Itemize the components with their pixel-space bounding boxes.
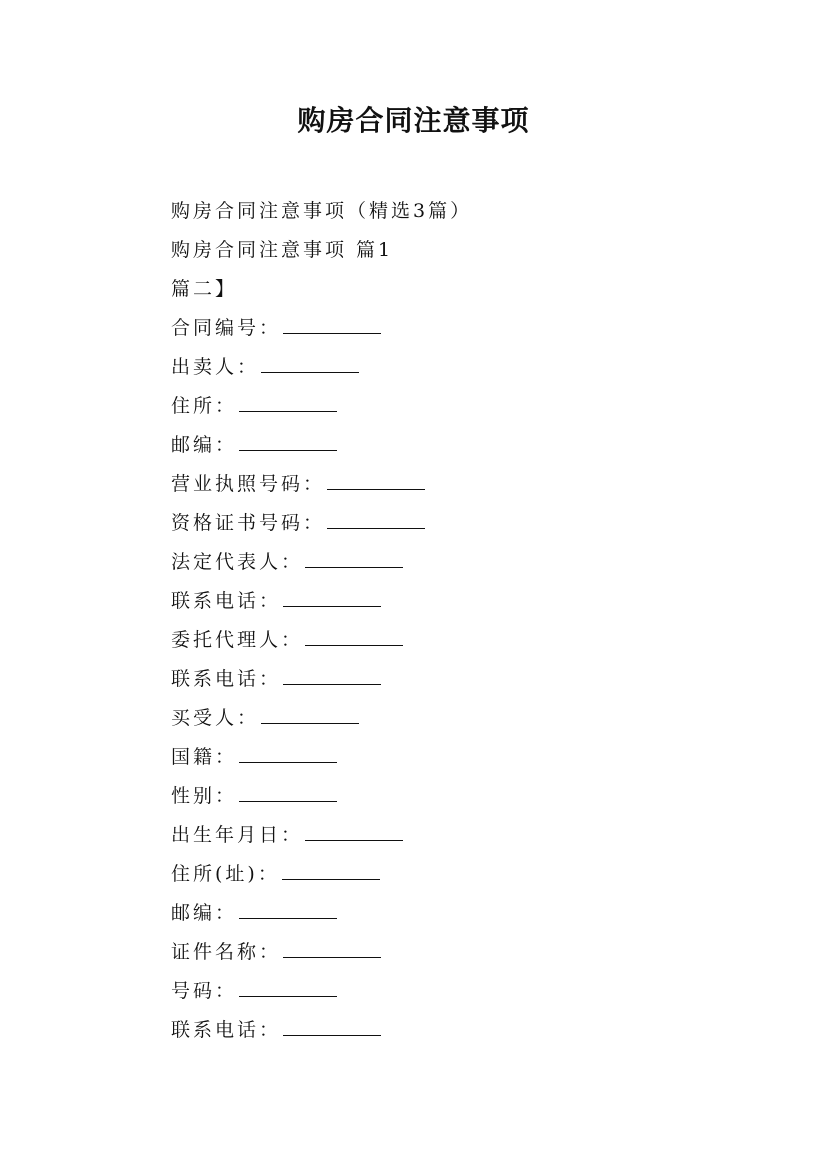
- field-label: 联系电话：: [171, 590, 282, 612]
- fill-in-blank: [261, 705, 359, 724]
- field-label: 证件名称：: [171, 941, 282, 963]
- field-label: 营业执照号码：: [171, 473, 326, 495]
- fill-in-blank: [327, 471, 425, 490]
- form-field-line: [171, 392, 771, 431]
- field-label: 出生年月日：: [171, 824, 304, 846]
- fill-in-blank: [283, 939, 381, 958]
- field-label: 联系电话：: [171, 1019, 282, 1041]
- field-label: 资格证书号码：: [171, 512, 326, 534]
- form-field-line: [171, 743, 771, 782]
- fill-in-blank: [261, 354, 359, 373]
- form-field-line: [171, 314, 771, 353]
- fill-in-blank: [239, 393, 337, 412]
- field-label: 性别：: [171, 785, 238, 807]
- form-field-line: [171, 665, 771, 704]
- form-field-line: [171, 626, 771, 665]
- fill-in-blank: [305, 822, 403, 841]
- body-line: [171, 197, 771, 236]
- document-title: 购房合同注意事项: [297, 104, 530, 137]
- fill-in-blank: [239, 978, 337, 997]
- field-label: 委托代理人：: [171, 629, 304, 651]
- fill-in-blank: [239, 744, 337, 763]
- field-label: 出卖人：: [171, 356, 260, 378]
- document-body: [171, 197, 771, 1055]
- line-text: 购房合同注意事项 篇1: [171, 239, 394, 261]
- form-field-line: [171, 938, 771, 977]
- field-label: 联系电话：: [171, 668, 282, 690]
- form-field-line: [171, 509, 771, 548]
- field-label: 邮编：: [171, 902, 238, 924]
- field-label: 法定代表人：: [171, 551, 304, 573]
- form-field-line: [171, 587, 771, 626]
- fill-in-blank: [305, 549, 403, 568]
- body-line: [171, 236, 771, 275]
- fill-in-blank: [282, 861, 380, 880]
- field-label: 住所(址)：: [171, 863, 280, 885]
- field-label: 买受人：: [171, 707, 260, 729]
- fill-in-blank: [283, 1017, 381, 1036]
- form-field-line: [171, 470, 771, 509]
- form-field-line: [171, 860, 771, 899]
- form-field-line: [171, 782, 771, 821]
- body-line: [171, 275, 771, 314]
- field-label: 号码：: [171, 980, 238, 1002]
- fill-in-blank: [239, 783, 337, 802]
- form-field-line: [171, 548, 771, 587]
- fill-in-blank: [305, 627, 403, 646]
- form-field-line: [171, 1016, 771, 1055]
- fill-in-blank: [283, 588, 381, 607]
- fill-in-blank: [239, 900, 337, 919]
- form-field-line: [171, 353, 771, 392]
- form-field-line: [171, 899, 771, 938]
- fill-in-blank: [239, 432, 337, 451]
- form-field-line: [171, 431, 771, 470]
- line-text: 篇二】: [171, 278, 238, 300]
- form-field-line: [171, 977, 771, 1016]
- field-label: 国籍：: [171, 746, 238, 768]
- fill-in-blank: [283, 666, 381, 685]
- field-label: 邮编：: [171, 434, 238, 456]
- line-text: 购房合同注意事项（精选3篇）: [171, 200, 473, 222]
- fill-in-blank: [283, 315, 381, 334]
- fill-in-blank: [327, 510, 425, 529]
- form-field-line: [171, 704, 771, 743]
- field-label: 住所：: [171, 395, 238, 417]
- form-field-line: [171, 821, 771, 860]
- field-label: 合同编号：: [171, 317, 282, 339]
